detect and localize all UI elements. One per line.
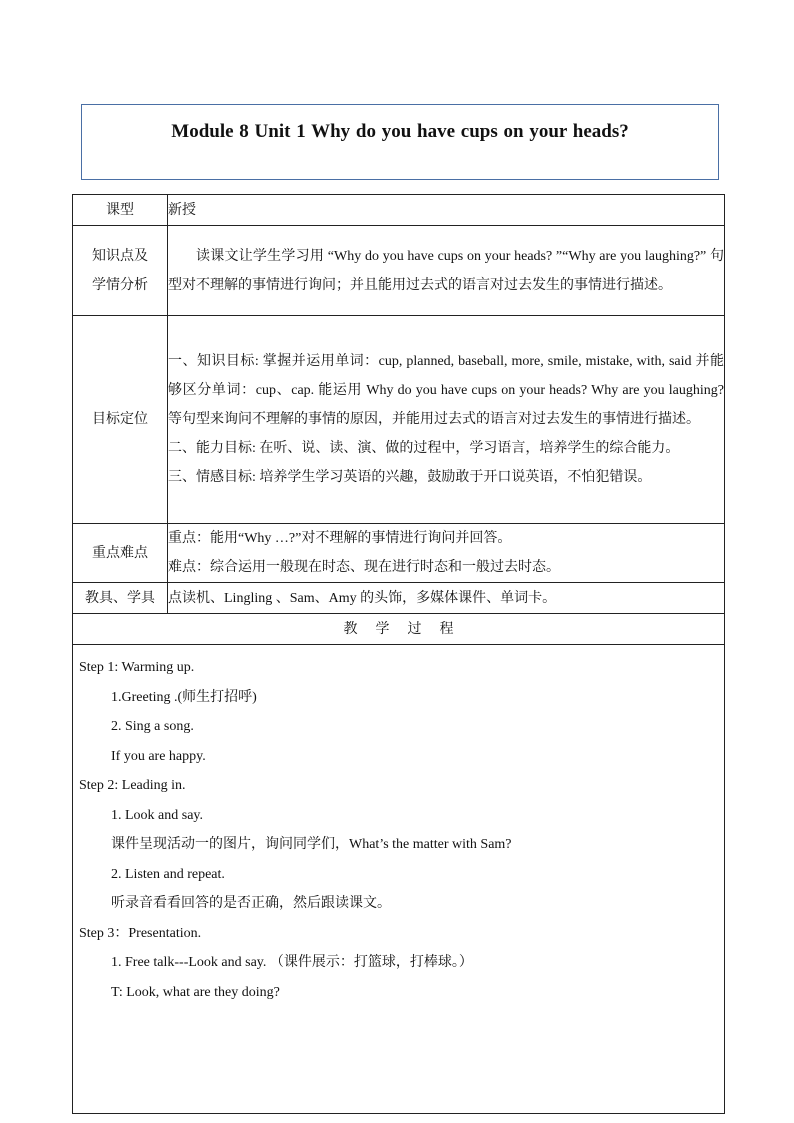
row-objectives [73,316,725,524]
step2-item-look-detail: 课件呈现活动一的图片，询问同学们，What’s the matter with Sam? [111,837,512,852]
value-analysis [168,226,725,316]
key-difficulty: 难点：综合运用一般现在时态、现在进行时态和一般过去时态。 [168,560,560,575]
row-analysis [73,226,725,316]
row-key-points [73,524,725,583]
step2-item-listen-detail: 听录音看看回答的是否正确，然后跟读课文。 [111,896,391,911]
label-analysis [73,226,168,316]
label-analysis-line1: 知识点及 [92,247,148,264]
key-focus: 重点：能用“Why …?”对不理解的事情进行询问并回答。 [168,531,512,546]
document-title: Module 8 Unit 1 Why do you have cups on your heads? [171,121,629,142]
value-materials: 点读机、Lingling 、Sam、Amy 的头饰，多媒体课件、单词卡。 [168,583,725,614]
step3-heading: Step 3：Presentation. [79,925,202,941]
label-key-points: 重点难点 [73,524,168,583]
lesson-plan-table [72,194,725,1114]
step3-item-teacher: T: Look, what are they doing? [111,984,280,1000]
step1-heading: Step 1: Warming up. [79,660,195,675]
title-box [81,104,719,180]
row-lesson-type [73,195,725,226]
analysis-text: 读课文让学生学习用 “Why do you have cups on your heads? ”“Why are you laughing?” 句型对不理解的事情进行询问；并且能用过去式的语言对过去发生的事情进行描述。 [168,248,724,293]
row-process-heading [73,614,725,645]
step1-item-sing: 2. Sing a song. [111,719,194,734]
row-materials [73,583,725,614]
objective-emotion: 三、情感目标: 培养学生学习英语的兴趣，鼓励敢于开口说英语，不怕犯错误。 [168,470,652,485]
label-lesson-type: 课型 [73,195,168,226]
step2-item-listen: 2. Listen and repeat. [111,866,225,882]
process-body [73,645,725,1114]
step3-item-free-talk: 1. Free talk---Look and say. （课件展示：打篮球，打棒球。） [111,955,473,970]
value-objectives [168,316,725,524]
label-materials: 教具、学具 [73,583,168,614]
row-process-body [73,645,725,1114]
step1-item-greeting: 1.Greeting .(师生打招呼) [111,689,257,705]
step2-heading: Step 2: Leading in. [79,778,186,793]
value-key-points [168,524,725,583]
process-heading: 教学过程 [73,614,725,645]
label-analysis-line2: 学情分析 [92,276,148,293]
objective-knowledge: 一、知识目标: 掌握并运用单词：cup, planned, baseball, more, smile, mistake, with, said 并能够区分单词：cup、cap. 能运用 Why do you have cups on your heads? Why are you laughing? 等句型来询问不理解的事情的原因，并能用过去式的语言对过去发生的事情进行描述。 [168,354,724,427]
objective-ability: 二、能力目标: 在听、说、读、演、做的过程中，学习语言，培养学生的综合能力。 [168,441,680,456]
value-lesson-type: 新授 [168,195,725,226]
step1-song-title: If you are happy. [111,748,206,764]
label-objectives: 目标定位 [73,316,168,524]
step2-item-look: 1. Look and say. [111,807,204,823]
